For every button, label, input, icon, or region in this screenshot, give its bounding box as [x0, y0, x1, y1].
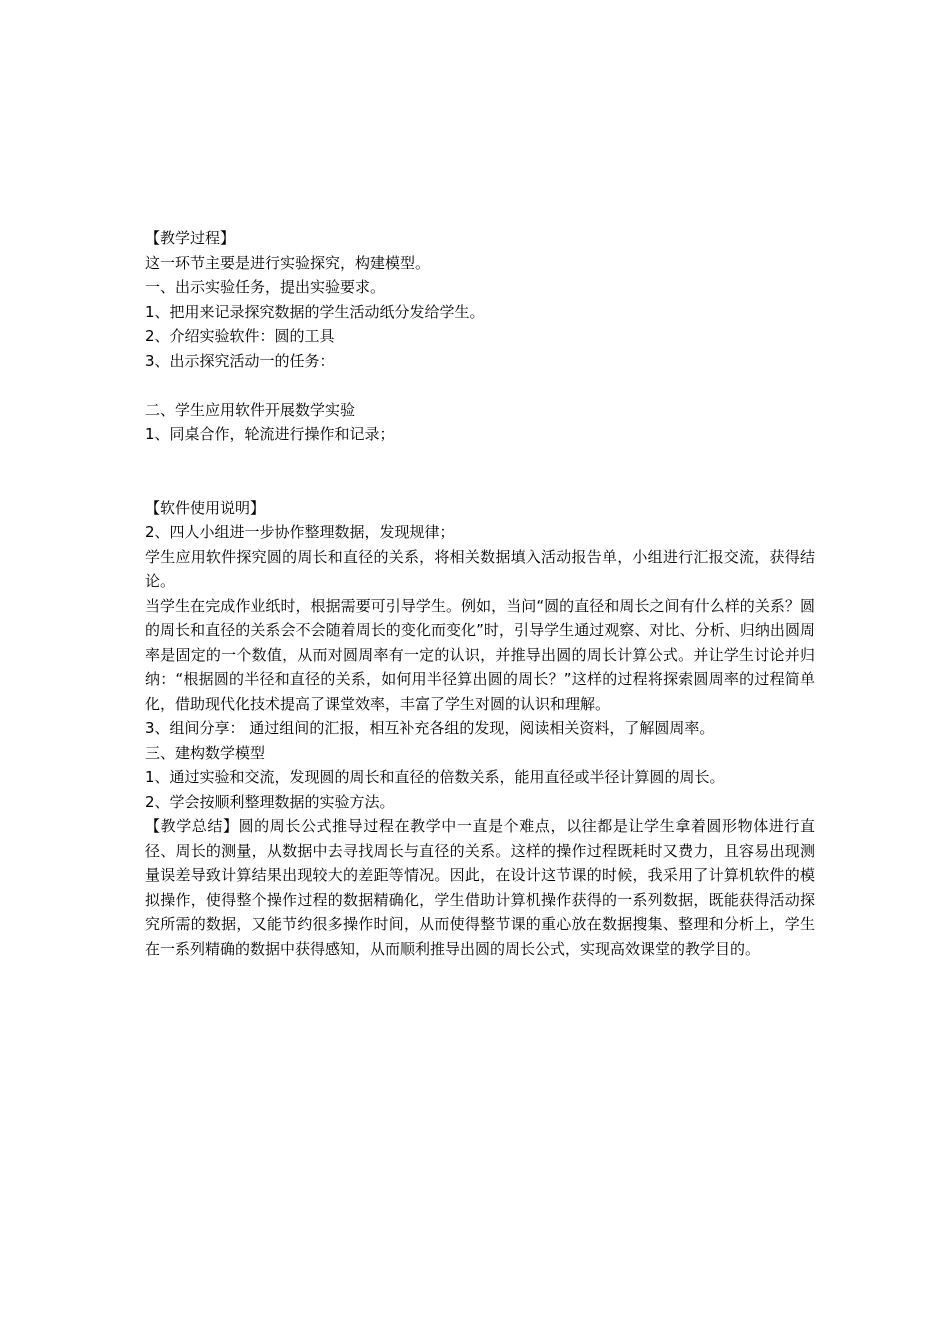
section-2-item-1: 1、同桌合作，轮流进行操作和记录； [145, 425, 395, 443]
section-3-item-1: 1、通过实验和交流，发现圆的周长和直径的倍数关系，能用直径或半径计算圆的周长。 [145, 768, 725, 786]
section-2-item-3: 3、组间分享： 通过组间的汇报，相互补充各组的发现，阅读相关资料，了解圆周率。 [145, 719, 715, 737]
heading-teaching-process: 【教学过程】 [145, 229, 236, 247]
section-3-item-2: 2、学会按顺利整理数据的实验方法。 [145, 792, 395, 811]
intro-text: 这一环节主要是进行实验探究，构建模型。 [145, 253, 431, 272]
section-1-item-3: 3、出示探究活动一的任务： [145, 351, 335, 370]
spacer [145, 373, 815, 398]
section-1-item-1: 1、把用来记录探究数据的学生活动纸分发给学生。 [145, 302, 485, 321]
document-body [145, 226, 815, 961]
paragraph-apply-software: 学生应用软件探究圆的周长和直径的关系，将相关数据填入活动报告单，小组进行汇报交流，获得结论。 [145, 547, 815, 590]
spacer [145, 447, 815, 496]
heading-software-instructions: 【软件使用说明】 [145, 498, 266, 517]
section-1-item-2: 2、介绍实验软件：圆的工具 [145, 327, 335, 345]
paragraph-teaching-summary: 【教学总结】圆的周长公式推导过程在教学中一直是个难点，以往都是让学生拿着圆形物体进行直径、周长的测量，从数据中去寻找周长与直径的关系。这样的操作过程既耗时又费力，且容易出现测量误差导致计算结果出现较大的差距等情况。因此，在设计这节课的时候，我采用了计算机软件的模拟操作，使得整个操作过程的数据精确化，学生借助计算机操作获得的一系列数据，既能获得活动探究所需的数据，又能节约很多操作时间，从而使得整节课的重心放在数据搜集、整理和分析上，学生在一系列精确的数据中获得感知，从而顺利推导出圆的周长公式，实现高效课堂的教学目的。 [145, 817, 815, 958]
paragraph-guide-students: 当学生在完成作业纸时，根据需要可引导学生。例如，当问“圆的直径和周长之间有什么样的关系？圆的周长和直径的关系会不会随着周长的变化而变化”时，引导学生通过观察、对比、分析、归纳出圆周率是固定的一个数值，从而对圆周率有一定的认识，并推导出圆的周长计算公式。并让学生讨论并归纳：“根据圆的半径和直径的关系，如何用半径算出圆的周长？”这样的过程将探索圆周率的过程简单化，借助现代化技术提高了课堂效率，丰富了学生对圆的认识和理解。 [145, 596, 815, 713]
section-2-title: 二、学生应用软件开展数学实验 [145, 400, 356, 419]
section-3-title: 三、建构数学模型 [145, 743, 266, 762]
section-2-item-2: 2、四人小组进一步协作整理数据，发现规律； [145, 523, 455, 541]
section-1-title: 一、出示实验任务，提出实验要求。 [145, 278, 386, 296]
